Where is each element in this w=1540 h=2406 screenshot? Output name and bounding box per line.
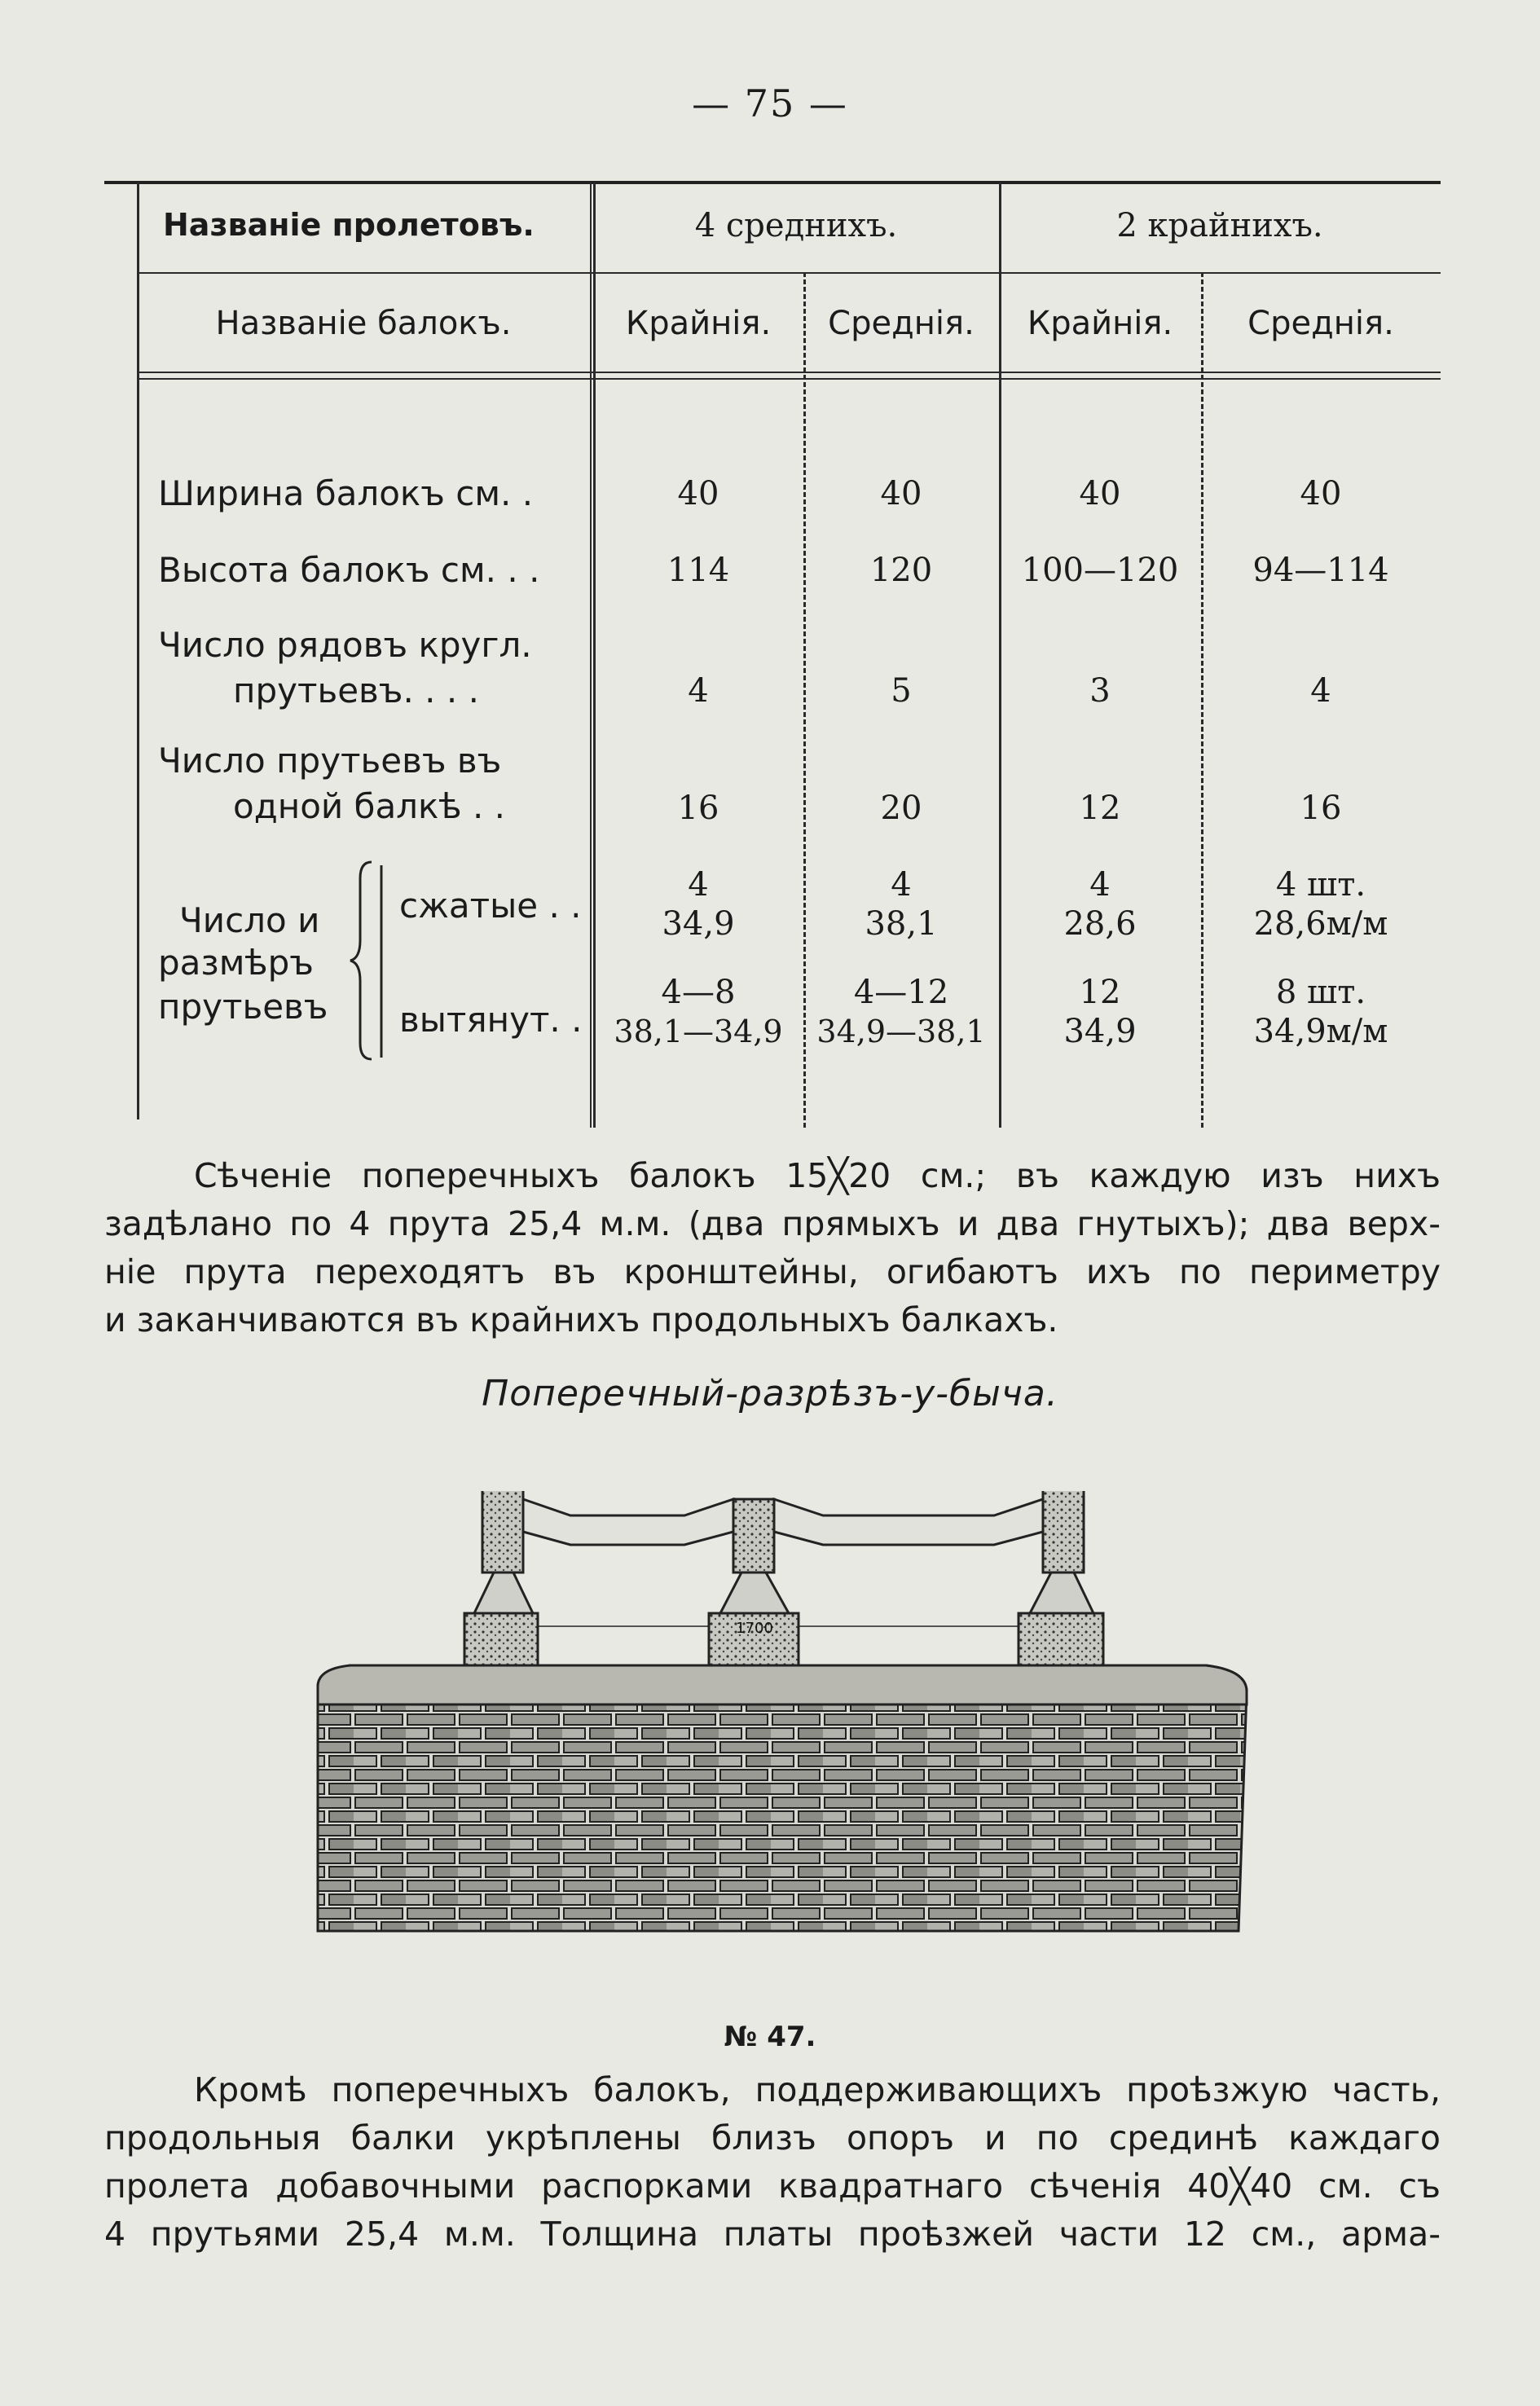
text-line: и заканчиваются въ крайнихъ продольныхъ балкахъ. — [104, 1300, 1058, 1339]
beams-label: Названіе балокъ. — [215, 305, 512, 342]
table-cell: 40 — [1300, 475, 1342, 512]
table-cell: 28,6 — [1063, 905, 1137, 943]
row-label: Число рядовъ кругл. — [158, 625, 532, 665]
table-divider-labels-double — [590, 183, 592, 1128]
sub-tension: вытянут. . — [399, 1000, 583, 1040]
table-cell: 120 — [869, 552, 933, 589]
table-cell: 94—114 — [1252, 552, 1389, 589]
table-cell: 4 — [1089, 866, 1111, 904]
beam-spec-table — [104, 183, 1441, 1128]
row-label: Число прутьевъ въ — [158, 741, 502, 781]
cross-section-drawing — [301, 1491, 1263, 2012]
table-header-double-1 — [137, 372, 1441, 373]
table-header-double-2 — [137, 378, 1441, 380]
table-cell: 4 — [688, 672, 709, 710]
table-cell: 5 — [891, 672, 912, 710]
row-label: Высота балокъ см. . . — [158, 550, 540, 590]
text-line: 4 прутьями 25,4 м.м. Толщина платы проѣзжей части 12 см., арма- — [104, 2215, 1441, 2254]
text-line: Кромѣ поперечныхъ балокъ, поддерживающихъ проѣзжую часть, — [194, 2070, 1441, 2109]
table-cell: 34,9—38,1 — [816, 1014, 986, 1049]
group-label-3: прутьевъ — [158, 987, 328, 1027]
table-cell: 4 — [1310, 672, 1331, 710]
subgroup-bar — [375, 859, 391, 1062]
figure-title: Поперечный-разрѣзъ-у-быча. — [482, 1373, 1058, 1414]
table-cell: 40 — [677, 475, 719, 512]
text-line: ніе прута переходятъ въ кронштейны, огибаютъ ихъ по периметру — [104, 1252, 1441, 1291]
table-cell: 4 — [891, 866, 912, 904]
table-cell: 16 — [677, 790, 719, 827]
text-line: задѣлано по 4 прута 25,4 м.м. (два прямыхъ и два гнутыхъ); два верх- — [104, 1204, 1441, 1243]
text-line: Сѣченіе поперечныхъ балокъ 15╳20 см.; въ каждую изъ нихъ — [194, 1156, 1441, 1195]
table-cell: 38,1—34,9 — [614, 1014, 783, 1049]
table-header-rule — [137, 272, 1441, 274]
table-cell: 8 шт. — [1275, 974, 1366, 1011]
row-label: Ширина балокъ см. . — [158, 473, 534, 513]
spans-label: Названіе пролетовъ. — [163, 207, 535, 243]
table-cell: 40 — [880, 475, 922, 512]
table-cell: 34,9 — [1063, 1013, 1137, 1050]
group-label-2: размѣръ — [158, 943, 314, 983]
beam-inner-2: Среднія. — [1247, 305, 1394, 342]
table-cell: 100—120 — [1021, 552, 1179, 589]
table-cell: 12 — [1079, 974, 1121, 1011]
table-cell: 4—12 — [853, 974, 949, 1011]
table-cell: 114 — [667, 552, 730, 589]
span-middle: 4 среднихъ. — [694, 207, 898, 244]
beam-inner-1: Среднія. — [828, 305, 975, 342]
table-cell: 20 — [880, 790, 922, 827]
row-label-cont: одной балкѣ . . — [233, 786, 506, 826]
table-cell: 34,9 — [662, 905, 735, 943]
table-cell: 28,6м/м — [1253, 905, 1388, 943]
table-cell: 40 — [1079, 475, 1121, 512]
table-cell: 38,1 — [865, 905, 938, 943]
table-cell: 4 шт. — [1275, 866, 1366, 904]
page-number: — 75 — — [692, 81, 848, 125]
table-cell: 16 — [1300, 790, 1342, 827]
table-cell: 34,9м/м — [1253, 1013, 1388, 1050]
text-line: продольныя балки укрѣплены близъ опоръ и по срединѣ каждаго — [104, 2118, 1441, 2157]
dimension-label: 1700 — [736, 1620, 773, 1637]
table-cell: 3 — [1089, 672, 1111, 710]
group-label-1: Число и — [179, 900, 320, 940]
figure-caption: № 47. — [724, 2021, 816, 2053]
paragraph-cross-beams — [104, 1152, 1441, 1344]
paragraph-longitudinal-beams — [104, 2066, 1441, 2259]
sub-compressed: сжатые . . — [399, 886, 582, 926]
beam-outer-2: Крайнія. — [1027, 305, 1173, 342]
table-cell: 4 — [688, 866, 709, 904]
table-cell: 4—8 — [661, 974, 736, 1011]
span-end: 2 крайнихъ. — [1116, 207, 1323, 244]
row-label-cont: прутьевъ. . . . — [233, 671, 479, 710]
text-line: пролета добавочными распорками квадратнаго сѣченія 40╳40 см. съ — [104, 2166, 1441, 2206]
beam-outer-1: Крайнія. — [625, 305, 772, 342]
table-cell: 12 — [1079, 790, 1121, 827]
